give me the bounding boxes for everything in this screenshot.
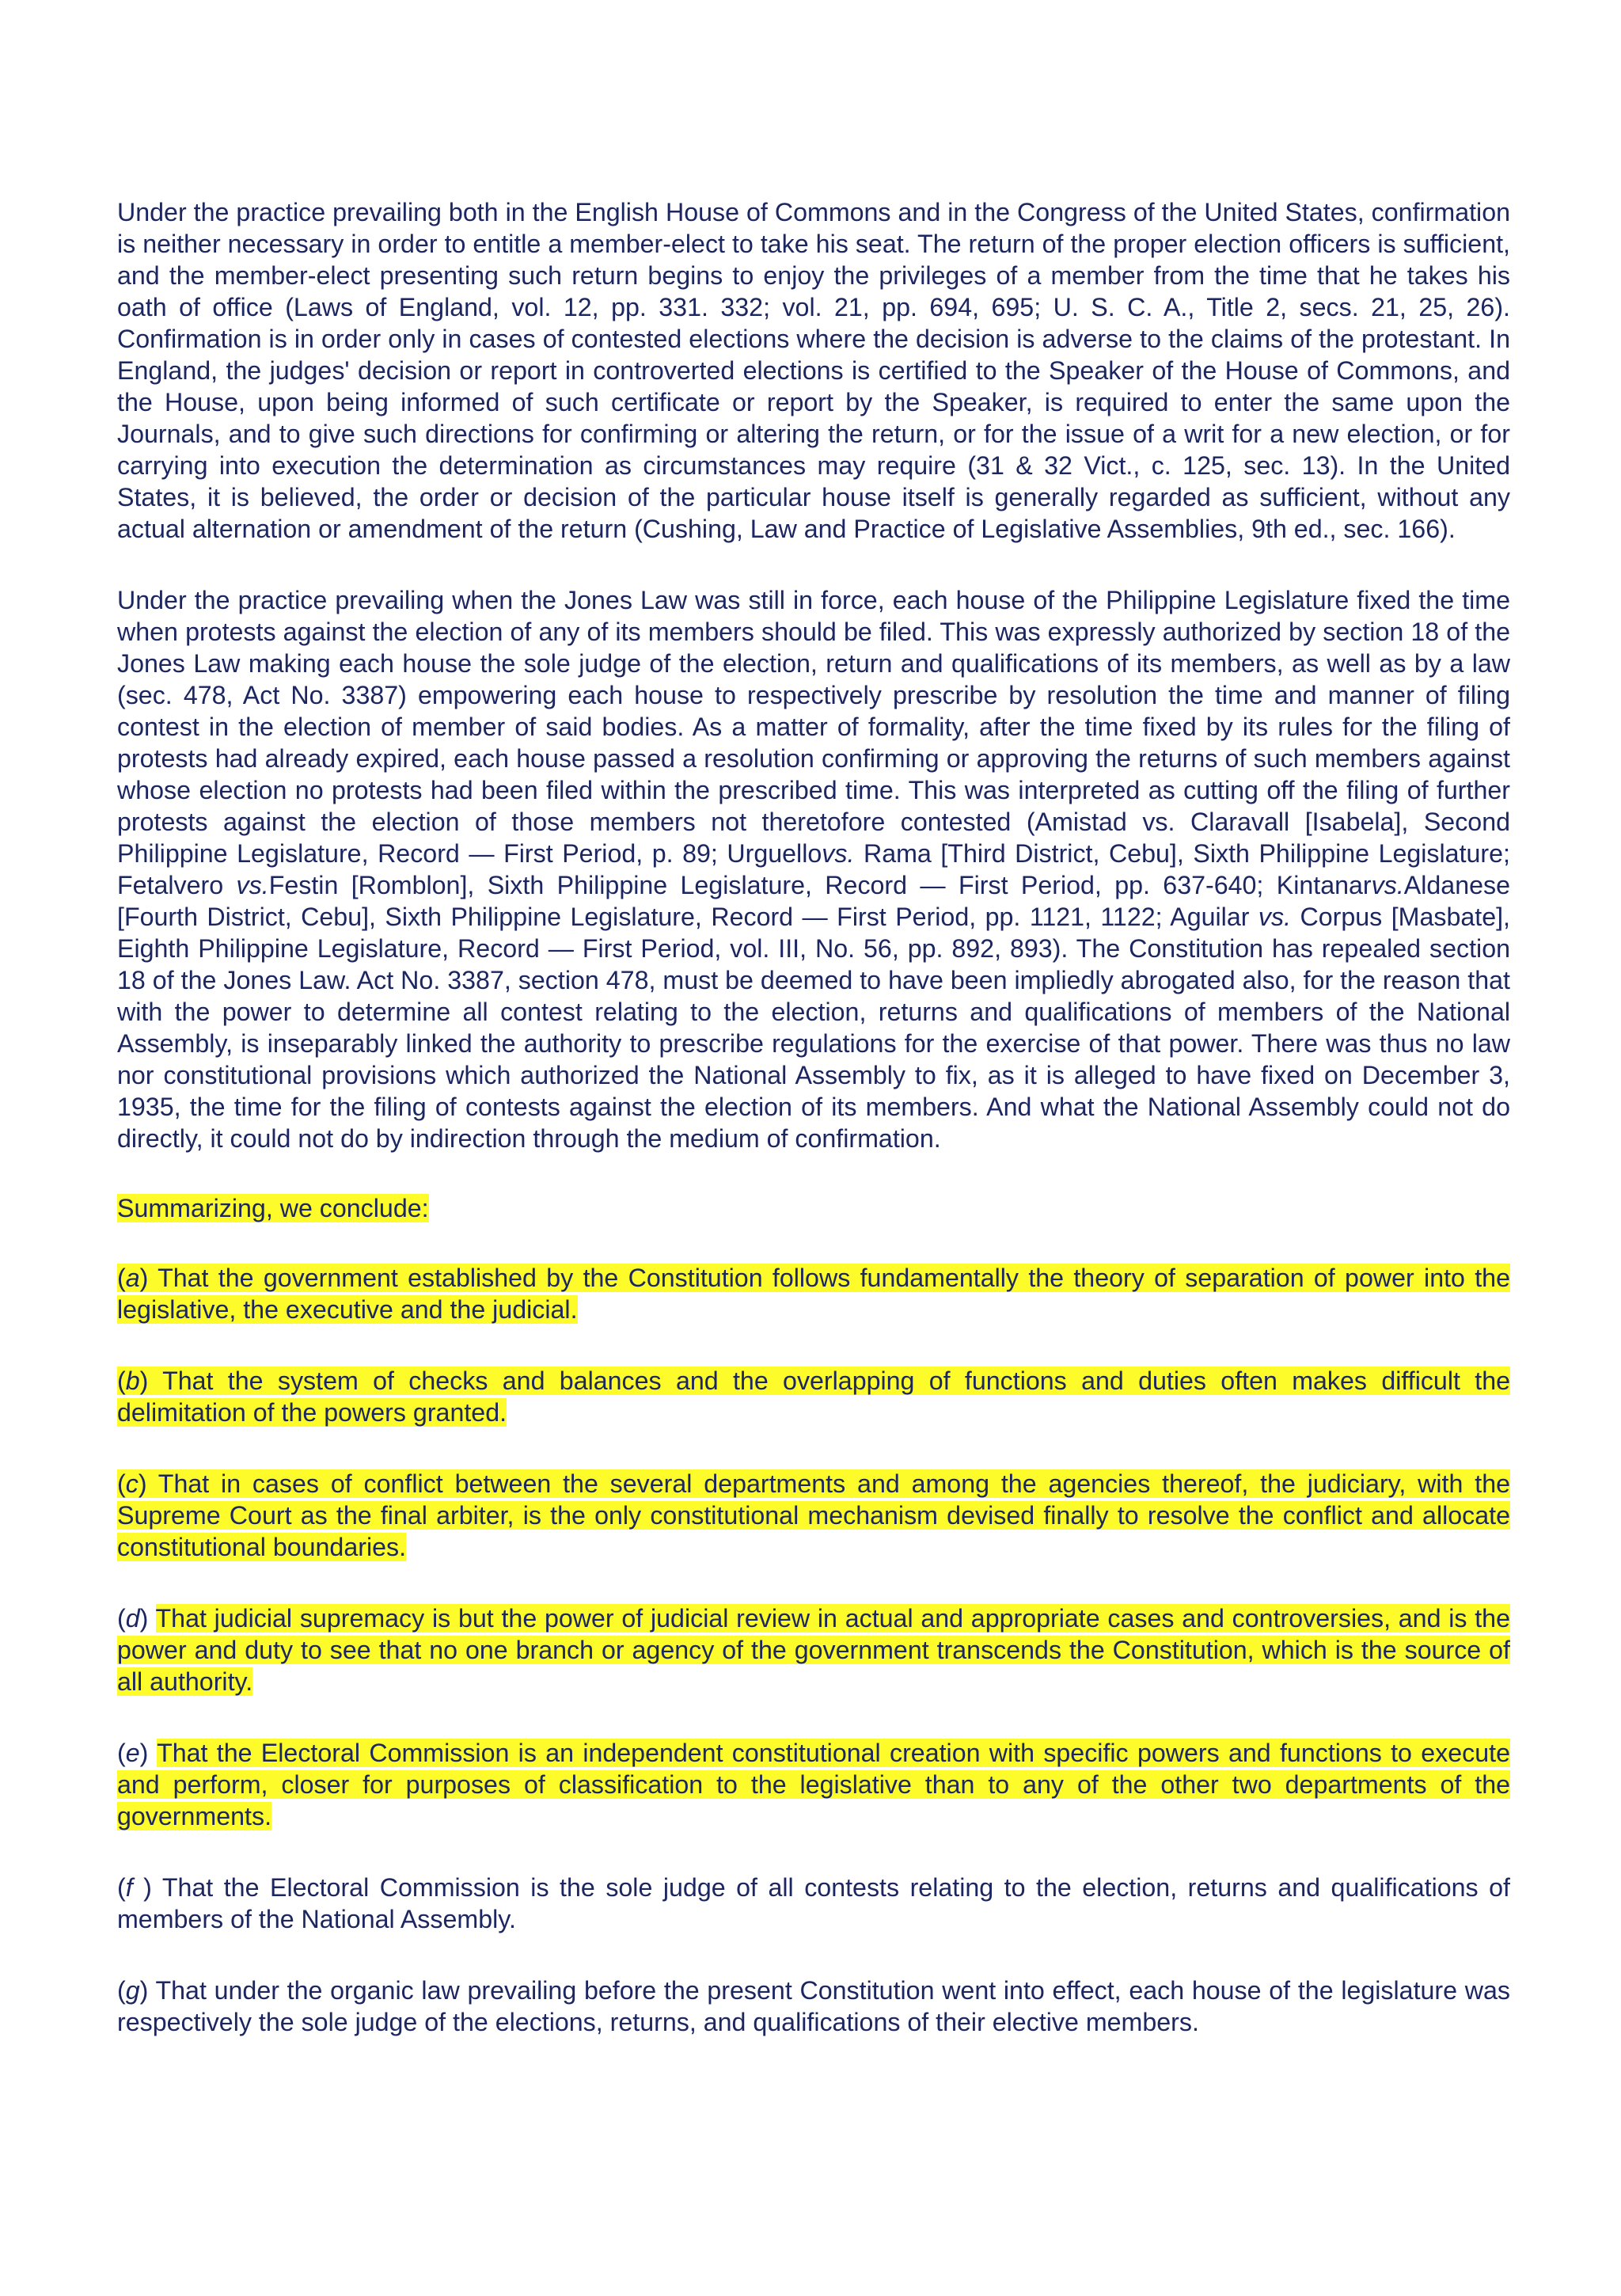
item-text: That judicial supremacy is but the power of judicial review in actual and appropriate cases and controversies, and is the power and duty to see that no one branch or agency of the government transcends the Constitution, which is the source of all authority.: [117, 1604, 1510, 1696]
item-text: ) That the Electoral Commission is the sole judge of all contests relating to the election, returns and qualifications of members of the National Assembly.: [117, 1873, 1510, 1933]
paragraph-jones-law: [117, 584, 1510, 1154]
conclusion-item-e: (e) That the Electoral Commission is an independent constitutional creation with specific powers and functions to execute and perform, closer for purposes of classification to the legislative than to any of the other two departments of the governments.: [117, 1739, 1510, 1830]
highlighted-text: (b) That the system of checks and balances and the overlapping of functions and duties often makes difficult the delimitation of the powers granted.: [117, 1367, 1510, 1427]
item-letter: d: [125, 1604, 140, 1633]
conclusion-item-a: [117, 1262, 1510, 1325]
item-letter: g: [125, 1976, 140, 2005]
document-page: [117, 196, 1510, 2038]
conclusion-item-c: [117, 1468, 1510, 1563]
conclusion-item-d: (d) That judicial supremacy is but the power of judicial review in actual and appropriate cases and controversies, and is the power and duty to see that no one branch or agency of the government transcends the Constitution, which is the source of all authority.: [117, 1604, 1510, 1696]
versus-abbreviation: vs.: [236, 871, 269, 899]
conclusion-item-f: (f ) That the Electoral Commission is the sole judge of all contests relating to the election, returns and qualifications of members of the National Assembly.: [117, 1873, 1510, 1933]
highlighted-text: (c) That in cases of conflict between the several departments and among the agencies thereof, the judiciary, with the Supreme Court as the final arbiter, is the only constitutional mechanism devised finally to resolve the conflict and allocate constitutional boundaries.: [117, 1469, 1510, 1561]
paragraph-confirmation-practice: [117, 196, 1510, 545]
conclusion-item-b: [117, 1365, 1510, 1428]
paragraph-text: Aldanese [Fourth District, Cebu], Sixth Philippine Legislature, Record — First Period, pp. 1121, 1122; Aguilar: [117, 871, 1510, 931]
item-text: That the system of checks and balances and the overlapping of functions and duties often makes difficult the delimitation of the powers granted.: [117, 1367, 1510, 1427]
item-letter: e: [125, 1739, 140, 1767]
item-letter: f: [125, 1873, 133, 1902]
item-text: That the government established by the Constitution follows fundamentally the theory of separation of power into the legislative, the executive and the judicial.: [117, 1264, 1510, 1324]
item-text: That in cases of conflict between the several departments and among the agencies thereof, the judiciary, with the Supreme Court as the final arbiter, is the only constitutional mechanism devised finally to resolve the conflict and allocate constitutional boundaries.: [117, 1469, 1510, 1561]
paragraph-text: Under the practice prevailing both in the English House of Commons and in the Congress of the United States, confirmation is neither necessary in order to entitle a member-elect to take his seat. The return of the proper election officers is sufficient, and the member-elect presenting such return begins to enjoy the privileges of a member from the time that he takes his oath of office (Laws of England, vol. 12, pp. 331. 332; vol. 21, pp. 694, 695; U. S. C. A., Title 2, secs. 21, 25, 26). Confirmation is in order only in cases of contested elections where the decision is adverse to the claims of the protestant. In England, the judges' decision or report in controverted elections is certified to the Speaker of the House of Commons, and the House, upon being informed of such certificate or report by the Speaker, is required to enter the same upon the Journals, and to give such directions for confirming or altering the return, or for the issue of a writ for a new election, or for carrying into execution the determination as circumstances may require (31 & 32 Vict., c. 125, sec. 13). In the United States, it is believed, the order or decision of the particular house itself is generally regarded as sufficient, without any actual alternation or amendment of the return (Cushing, Law and Practice of Legislative Assemblies, 9th ed., sec. 166).: [117, 198, 1510, 543]
item-text: That under the organic law prevailing before the present Constitution went into effect, each house of the legislature was respectively the sole judge of the elections, returns, and qualifications of their elective members.: [117, 1976, 1510, 2036]
conclusion-item-g: (g) That under the organic law prevailing before the present Constitution went into effect, each house of the legislature was respectively the sole judge of the elections, returns, and qualifications of their elective members.: [117, 1976, 1510, 2036]
versus-abbreviation: vs.: [822, 839, 855, 868]
versus-abbreviation: vs.: [1371, 871, 1404, 899]
paragraph-text: Under the practice prevailing when the Jones Law was still in force, each house of the Philippine Legislature fixed the time when protests against the election of any of its members should be filed. This was expressly authorized by section 18 of the Jones Law making each house the sole judge of the election, return and qualifications of its members, as well as by a law (sec. 478, Act No. 3387) empowering each house to respectively prescribe by resolution the time and manner of filing contest in the election of member of said bodies. As a matter of formality, after the time fixed by its rules for the filing of protests had already expired, each house passed a resolution confirming or approving the returns of such members against whose election no protests had been filed within the prescribed time. This was interpreted as cutting off the filing of further protests against the election of those members not theretofore contested (Amistad vs. Claravall [Isabela], Second Philippine Legislature, Record — First Period, p. 89; Urguello: [117, 586, 1510, 868]
paragraph-text: Corpus [Masbate], Eighth Philippine Legislature, Record — First Period, vol. III, No. 56, pp. 892, 893). The Constitution has repealed section 18 of the Jones Law. Act No. 3387, section 478, must be deemed to have been impliedly abrogated also, for the reason that with the power to determine all contest relating to the election, returns and qualifications of members of the National Assembly, is inseparably linked the authority to prescribe regulations for the exercise of that power. There was thus no law nor constitutional provisions which authorized the National Assembly to fix, as it is alleged to have fixed on December 3, 1935, the time for the filing of contests against the election of its members. And what the National Assembly could not do directly, it could not do by indirection through the medium of confirmation.: [117, 903, 1510, 1153]
paragraph-text: Festin [Romblon], Sixth Philippine Legislature, Record — First Period, pp. 637-640; Kintanar: [268, 871, 1372, 899]
item-text: That the Electoral Commission is an independent constitutional creation with specific powers and functions to execute and perform, closer for purposes of classification to the legislative than to any of the other two departments of the governments.: [117, 1739, 1510, 1830]
summary-heading-text: Summarizing, we conclude:: [117, 1194, 429, 1222]
paragraph-text: Rama [Third District, Cebu], Sixth Philippine Legislature; Fetalvero: [117, 839, 1510, 899]
versus-abbreviation: vs.: [1258, 903, 1292, 931]
highlighted-text: (a) That the government established by the Constitution follows fundamentally the theory of separation of power into the legislative, the executive and the judicial.: [117, 1264, 1510, 1324]
summary-heading: [117, 1192, 1510, 1224]
item-letter: a: [125, 1264, 140, 1292]
item-letter: b: [125, 1367, 140, 1395]
item-letter: c: [125, 1469, 139, 1498]
